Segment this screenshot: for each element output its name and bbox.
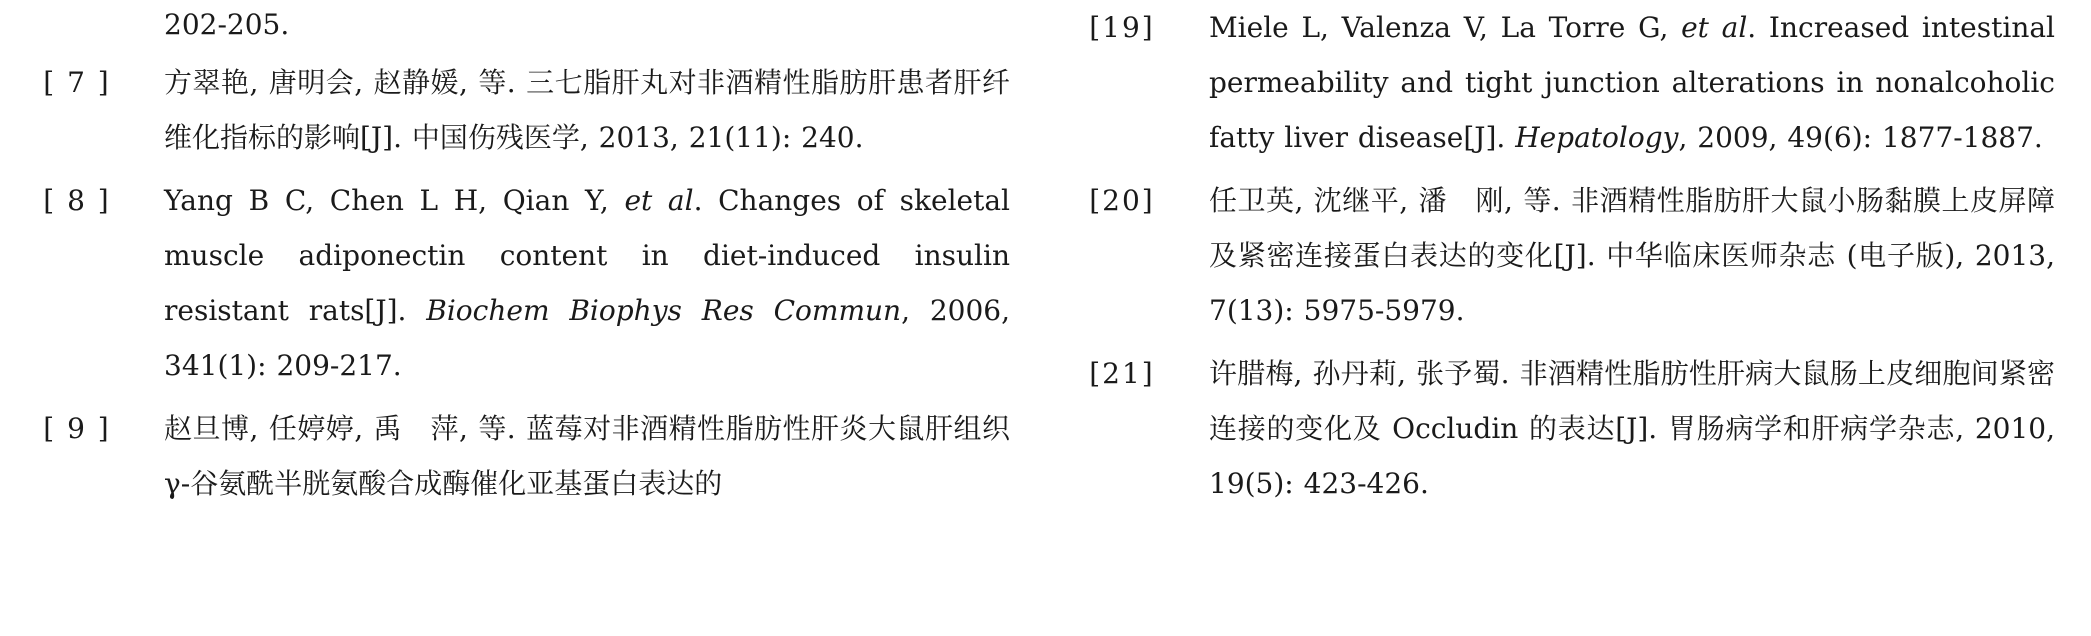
reference-etal: et al [1681,11,1748,44]
reference-text: 许腊梅, 孙丹莉, 张予蜀. 非酒精性脂肪性肝病大鼠肠上皮细胞间紧密连接的变化及 Occludin 的表达[J]. 胃肠病学和肝病学杂志, 2010, 19(5): 423-426. [1209,357,2055,500]
reference-number: [19] [1089,11,1155,44]
reference-journal: Hepatology [1515,121,1679,154]
reference-number: [20] [1089,184,1155,217]
reference-number: [ 8 ] [43,184,111,217]
reference-item [40,55,1010,165]
reference-number: [ 7 ] [43,66,111,99]
reference-text [1209,0,2055,165]
reference-item [1085,346,2055,511]
reference-number: [21] [1089,357,1155,390]
reference-title: . Changes of skeletal muscle adiponectin content in diet-induced insulin resistant rats[J]. [164,184,1011,327]
reference-text [164,173,1010,393]
reference-column-left [40,0,1010,519]
reference-text: 方翠艳, 唐明会, 赵静媛, 等. 三七脂肝丸对非酒精性脂肪肝患者肝纤维化指标的影响[J]. 中国伤残医学, 2013, 21(11): 240. [164,66,1010,154]
reference-title: . Increased intestinal permeability and tight junction alterations in nonalcoholic fatty liver disease[J]. [1209,11,2055,154]
reference-item [1085,173,2055,338]
reference-number: [ 9 ] [43,412,111,445]
reference-column-right [1085,0,2055,519]
reference-etal: et al [624,184,694,217]
reference-authors: Miele L, Valenza V, La Torre G, [1209,11,1682,44]
reference-text: 任卫英, 沈继平, 潘 刚, 等. 非酒精性脂肪肝大鼠小肠黏膜上皮屏障及紧密连接蛋白表达的变化[J]. 中华临床医师杂志 (电子版), 2013, 7(13): 5975-5979. [1209,184,2055,327]
reference-continuation: 202-205. [164,8,290,41]
reference-citation: , 2006, 341(1): 209-217. [164,294,1010,382]
reference-journal: Biochem Biophys Res Commun [426,294,902,327]
reference-item [1085,0,2055,165]
reference-item [40,173,1010,393]
reference-text: 赵旦博, 任婷婷, 禹 萍, 等. 蓝莓对非酒精性脂肪性肝炎大鼠肝组织 γ-谷氨酰半胱氨酸合成酶催化亚基蛋白表达的 [164,412,1010,500]
reference-citation: , 2009, 49(6): 1877-1887. [1678,121,2043,154]
reference-authors: Yang B C, Chen L H, Qian Y, [164,184,625,217]
reference-item [40,401,1010,511]
